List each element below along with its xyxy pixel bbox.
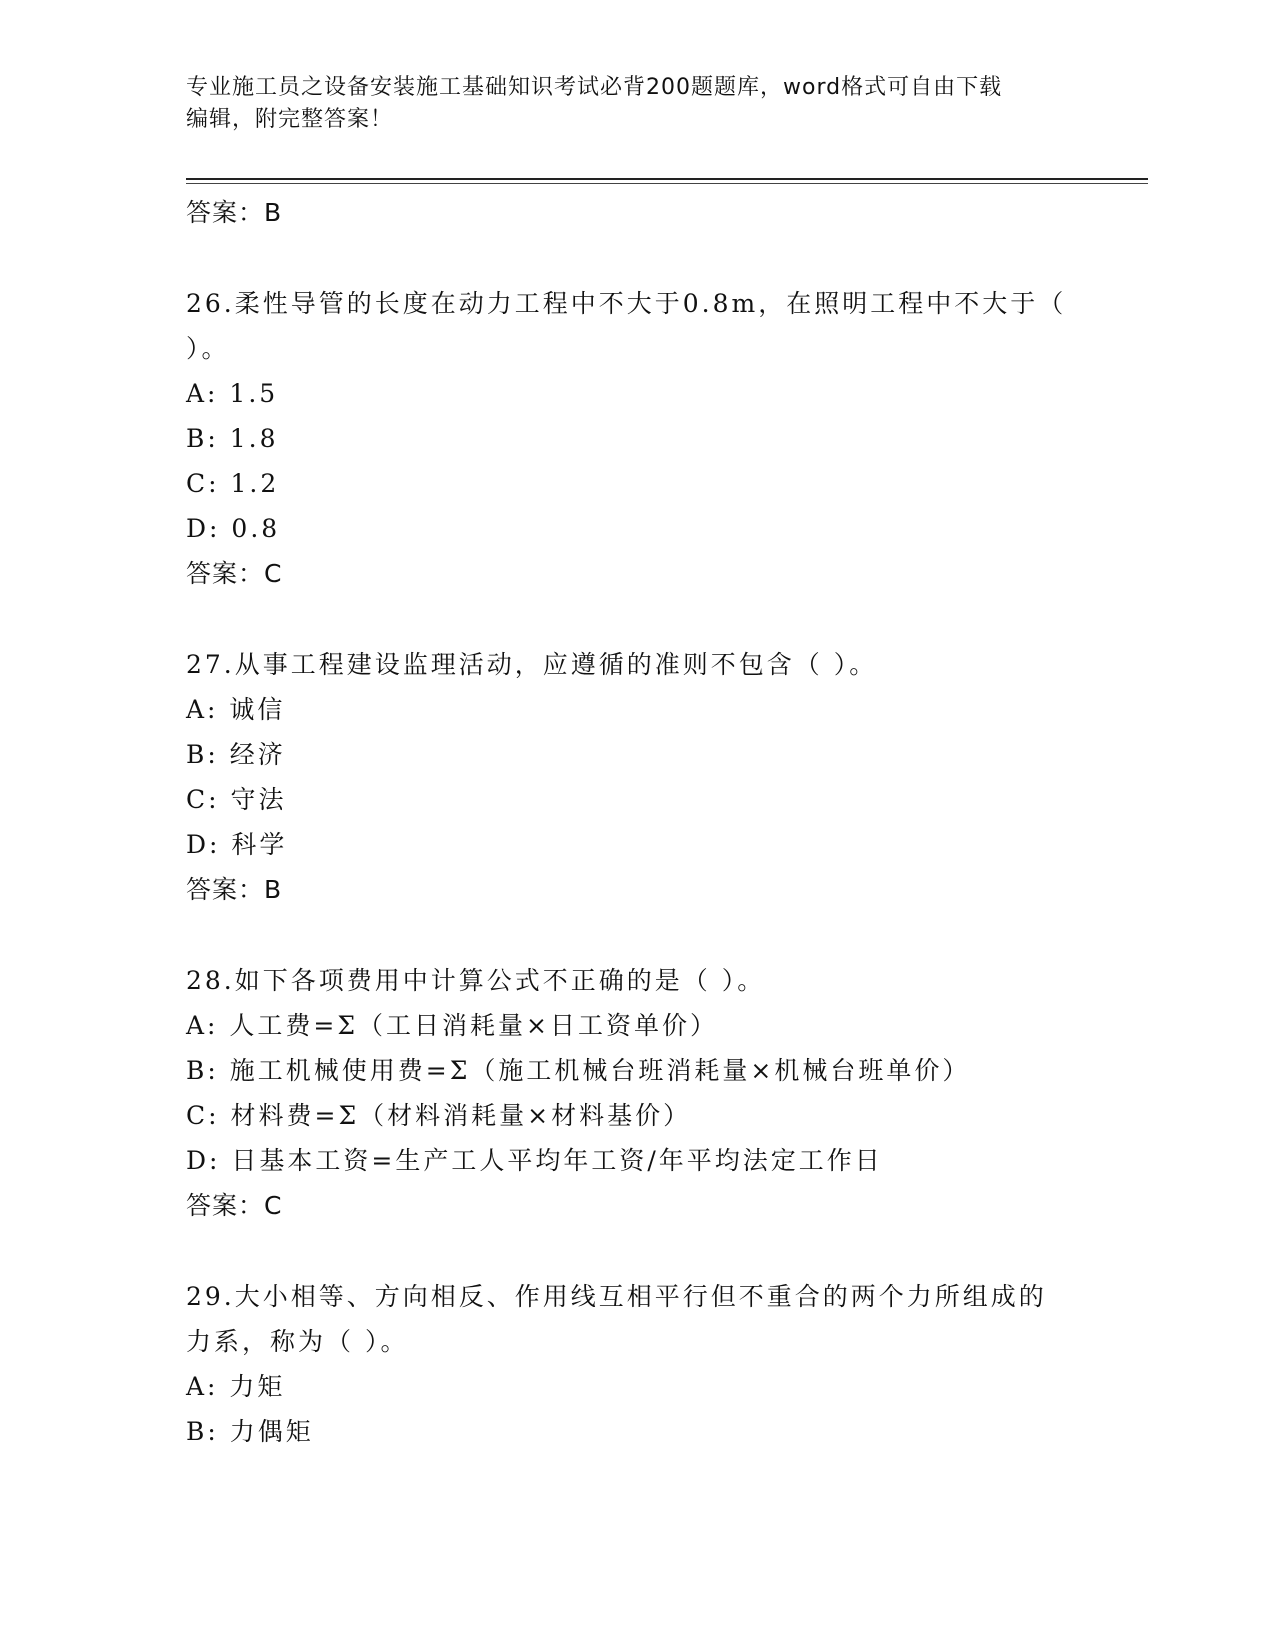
- question-stem-line: 29.大小相等、方向相反、作用线互相平行但不重合的两个力所组成的: [186, 1282, 1047, 1311]
- question-stem-line: 26.柔性导管的长度在动力工程中不大于0.8m，在照明工程中不大于（: [186, 289, 1067, 318]
- spacer: [186, 1228, 1086, 1274]
- spacer: [186, 596, 1086, 642]
- option-c: C: 1.2: [186, 469, 280, 498]
- answer-line: 答案：C: [186, 559, 283, 588]
- spacer: [186, 912, 1086, 958]
- question-26: [186, 281, 1086, 596]
- answer-line: 答案：B: [186, 875, 283, 904]
- option-a: A: 力矩: [186, 1372, 286, 1401]
- option-a: A: 人工费=Σ（工日消耗量×日工资单价）: [186, 1011, 718, 1040]
- option-b: B: 力偶矩: [186, 1417, 314, 1446]
- document-header: [186, 72, 1086, 136]
- option-a: A: 诚信: [186, 695, 286, 724]
- option-d: D: 科学: [186, 830, 288, 859]
- option-d: D: 0.8: [186, 514, 281, 543]
- option-b: B: 经济: [186, 740, 286, 769]
- option-c: C: 守法: [186, 785, 287, 814]
- question-29: [186, 1274, 1086, 1454]
- option-d: D: 日基本工资=生产工人平均年工资/年平均法定工作日: [186, 1146, 883, 1175]
- option-b: B: 1.8: [186, 424, 279, 453]
- option-b: B: 施工机械使用费=Σ（施工机械台班消耗量×机械台班单价）: [186, 1056, 971, 1085]
- header-rule-thick: [186, 178, 1148, 180]
- option-a: A: 1.5: [186, 379, 279, 408]
- header-title-line-2: 编辑，附完整答案！: [186, 107, 394, 132]
- spacer: [186, 235, 1086, 281]
- question-28: [186, 958, 1086, 1228]
- previous-answer: 答案：B: [186, 198, 283, 227]
- header-rule-thin: [186, 183, 1148, 184]
- question-27: [186, 642, 1086, 912]
- question-stem-line: 力系，称为（ ）。: [186, 1327, 409, 1356]
- question-stem-line: 27.从事工程建设监理活动，应遵循的准则不包含（ ）。: [186, 650, 878, 679]
- question-stem-line: 28.如下各项费用中计算公式不正确的是（ ）。: [186, 966, 766, 995]
- question-stem-line: ）。: [186, 334, 230, 363]
- answer-line: 答案：C: [186, 1191, 283, 1220]
- header-title-line-1: 专业施工员之设备安装施工基础知识考试必背200题题库，word格式可自由下载: [186, 75, 1003, 100]
- option-c: C: 材料费=Σ（材料消耗量×材料基价）: [186, 1101, 692, 1130]
- question-list: [186, 190, 1086, 1454]
